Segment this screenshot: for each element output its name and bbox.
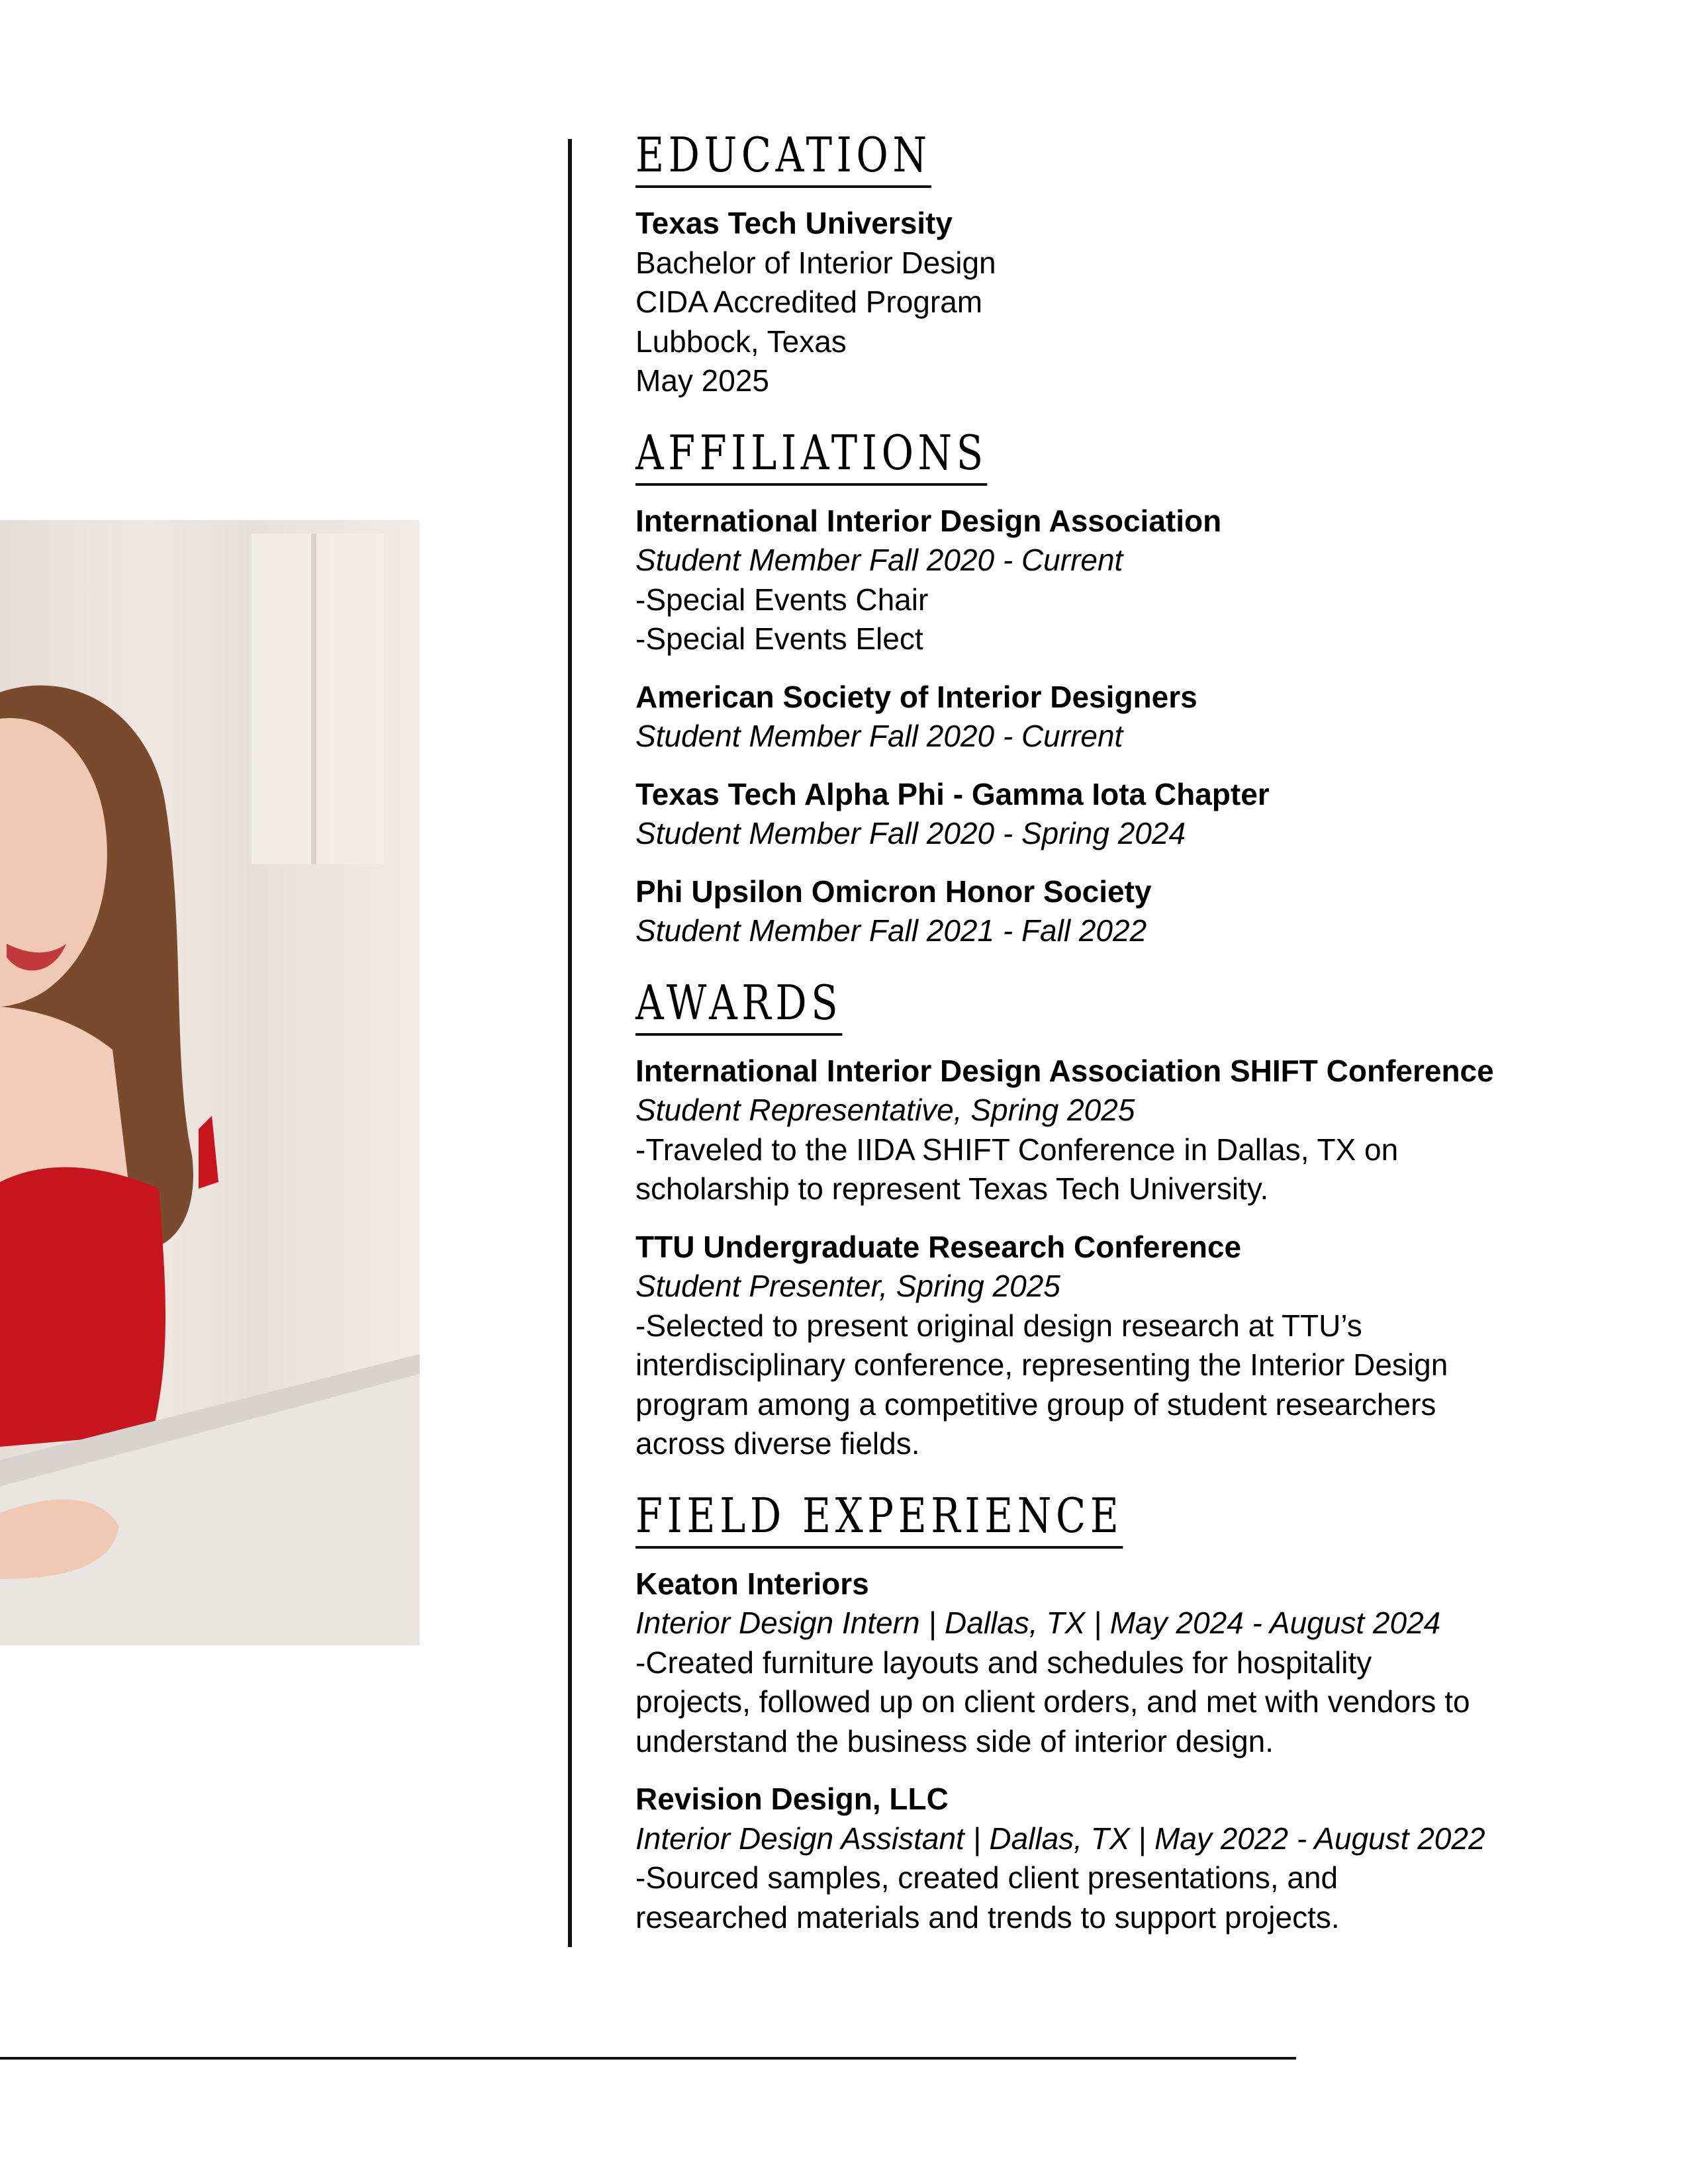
section-awards: [635, 974, 1589, 1464]
entry-name: American Society of Interior Designers: [635, 679, 1197, 714]
section-title-education: EDUCATION: [635, 126, 931, 188]
entry-line: scholarship to represent Texas Tech University.: [635, 1171, 1269, 1206]
entry-role: Student Member Fall 2020 - Current: [635, 543, 1123, 577]
section-affiliations: [635, 424, 1589, 951]
entry-role: Student Member Fall 2021 - Fall 2022: [635, 913, 1147, 948]
entry-name: Phi Upsilon Omicron Honor Society: [635, 874, 1152, 909]
section-education: [635, 126, 1589, 401]
resume-content: [635, 126, 1589, 1960]
entry-line: researched materials and trends to support projects.: [635, 1899, 1340, 1934]
entry-line: CIDA Accredited Program: [635, 285, 983, 319]
entry-role: Student Presenter, Spring 2025: [635, 1269, 1060, 1303]
affiliation-entry: [635, 872, 1589, 951]
entry-name: International Interior Design Association: [635, 503, 1222, 538]
award-entry: [635, 1228, 1589, 1464]
section-title-field-experience: FIELD EXPERIENCE: [635, 1486, 1123, 1549]
entry-line: interdisciplinary conference, representing the Interior Design: [635, 1347, 1448, 1382]
affiliation-entry: [635, 775, 1589, 854]
section-title-awards: AWARDS: [635, 974, 842, 1036]
experience-entry: [635, 1780, 1589, 1937]
entry-line: program among a competitive group of student researchers: [635, 1387, 1436, 1422]
entry-line: Bachelor of Interior Design: [635, 245, 996, 280]
experience-entry: [635, 1565, 1589, 1762]
entry-line: Lubbock, Texas: [635, 324, 847, 359]
entry-role: Student Member Fall 2020 - Current: [635, 719, 1123, 753]
entry-name: Keaton Interiors: [635, 1566, 869, 1601]
entry-name: International Interior Design Association SHIFT Conference: [635, 1053, 1494, 1088]
entry-line: -Sourced samples, created client presentations, and: [635, 1860, 1338, 1895]
entry-line: -Special Events Chair: [635, 582, 929, 617]
section-title-affiliations: AFFILIATIONS: [635, 424, 988, 486]
portrait-illustration: [0, 520, 420, 1645]
education-entry: [635, 204, 1589, 401]
entry-line: -Created furniture layouts and schedules for hospitality: [635, 1645, 1372, 1680]
entry-name: Texas Tech Alpha Phi - Gamma Iota Chapter: [635, 776, 1270, 811]
affiliation-entry: [635, 502, 1589, 659]
entry-name: TTU Undergraduate Research Conference: [635, 1229, 1242, 1264]
entry-line: projects, followed up on client orders, and met with vendors to: [635, 1684, 1470, 1719]
entry-line: -Traveled to the IIDA SHIFT Conference in Dallas, TX on: [635, 1132, 1399, 1167]
entry-role: Interior Design Assistant | Dallas, TX | May 2022 - August 2022: [635, 1821, 1485, 1856]
entry-role: Student Representative, Spring 2025: [635, 1093, 1135, 1127]
award-entry: [635, 1052, 1589, 1209]
affiliation-entry: [635, 678, 1589, 756]
section-field-experience: [635, 1486, 1589, 1938]
portrait-photo: [0, 520, 420, 1645]
entry-line: understand the business side of interior design.: [635, 1723, 1274, 1758]
entry-role: Student Member Fall 2020 - Spring 2024: [635, 816, 1186, 850]
bottom-divider: [0, 2057, 1296, 2060]
vertical-divider: [568, 139, 572, 1947]
entry-line: -Special Events Elect: [635, 621, 923, 656]
entry-role: Interior Design Intern | Dallas, TX | May 2024 - August 2024: [635, 1606, 1441, 1640]
entry-name: Revision Design, LLC: [635, 1782, 949, 1816]
entry-line: -Selected to present original design research at TTU’s: [635, 1308, 1362, 1343]
entry-line: across diverse fields.: [635, 1426, 920, 1461]
entry-name: Texas Tech University: [635, 206, 953, 240]
entry-line: May 2025: [635, 363, 770, 398]
